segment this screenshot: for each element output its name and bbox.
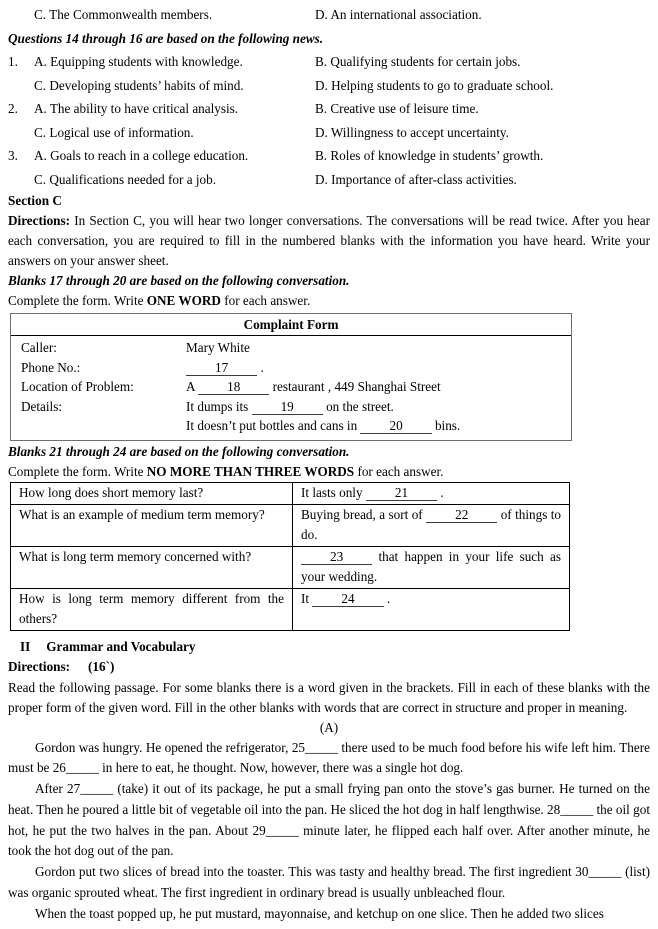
memory-qa-table xyxy=(10,482,570,631)
value-text: restaurant , 449 Shanghai Street xyxy=(269,379,441,394)
option-b: B. Roles of knowledge in students’ growth. xyxy=(315,148,544,163)
option-a: A. Equipping students with knowledge. xyxy=(34,54,243,69)
table-row xyxy=(11,546,570,588)
form-row-details xyxy=(11,397,571,417)
option-d: D. Helping students to go to graduate school. xyxy=(315,77,554,93)
field-value xyxy=(186,377,571,397)
option-number-spacer xyxy=(8,168,34,192)
prev-question-options-row xyxy=(8,3,650,27)
blanks-21-24-heading: Blanks 21 through 24 are based on the following conversation. xyxy=(8,443,350,459)
value-text: on the street. xyxy=(322,398,394,414)
passage-paragraph: When the toast popped up, he put mustard, mayonnaise, and ketchup on one slice. Then he added two slices xyxy=(35,905,604,921)
value-text: It dumps its xyxy=(186,398,252,414)
section-c-title: Section C xyxy=(8,193,62,208)
answer-text: Buying bread, a sort of xyxy=(301,506,427,522)
option-b: B. Qualifying students for certain jobs. xyxy=(315,54,521,69)
question-row xyxy=(8,97,650,121)
question-cell: How is long term memory different from the others? xyxy=(11,588,293,630)
answer-cell xyxy=(293,588,570,630)
value-text: . xyxy=(257,359,264,375)
passage-paragraph: After 27_____ (take) it out of its package, he put a small frying pan onto the stove’s gas burner. He turned on the heat. Then he poured a little bit of vegetable oil into the pan. He sliced the hot dog in half lengthwise. 28_____ the oil got hot, he put the two halves in the pan. About 29_____ minute later, he flipped each half over. After another minute, he took the hot dog out of the pan. xyxy=(8,781,650,859)
question-number: 3. xyxy=(8,148,18,163)
question-number: 2. xyxy=(8,101,18,116)
question-row xyxy=(8,121,650,145)
news-questions-heading: Questions 14 through 16 are based on the following news. xyxy=(8,30,324,46)
field-value xyxy=(186,358,571,378)
passage-paragraph: Gordon was hungry. He opened the refrigerator, 25_____ there used to be much food before his wife left him. There must be 26_____ in here to eat, he thought. Now, however, there was a single hot dog. xyxy=(8,739,650,776)
option-number-spacer xyxy=(8,3,34,27)
section-title-text: Grammar and Vocabulary xyxy=(46,638,196,654)
option-c: C. Developing students’ habits of mind. xyxy=(34,77,244,93)
value-text: It doesn’t put bottles and cans in xyxy=(186,418,361,433)
grammar-intro: Read the following passage. For some blanks there is a word given in the brackets. Fill in each of these blanks with the proper form of the given word. Fill in the other blanks with words that are correct in structure and proper in meaning. xyxy=(8,679,650,715)
instruction-emphasis: ONE WORD xyxy=(146,293,221,308)
blank-18: 18 xyxy=(198,379,269,395)
question-row xyxy=(8,168,650,192)
section-c-directions xyxy=(8,211,650,271)
question-row xyxy=(8,144,650,168)
field-label: Phone No.: xyxy=(21,359,81,375)
blank-22: 22 xyxy=(426,507,497,523)
value-text: bins. xyxy=(431,418,461,433)
directions-label: Directions: xyxy=(8,659,71,674)
complete-form-instruction xyxy=(8,462,650,482)
complaint-form-body xyxy=(11,336,571,440)
field-label: Caller: xyxy=(21,340,57,355)
field-value xyxy=(186,416,571,436)
option-number-spacer xyxy=(8,121,34,145)
answer-text: that happen in your life such as your wedding. xyxy=(301,548,561,584)
blank-17: 17 xyxy=(186,360,257,376)
blank-23: 23 xyxy=(301,549,372,565)
directions-text: In Section C, you will hear two longer conversations. The conversations will be read twice. After you hear each conversation, you are required to fill in the numbered blanks with the information you have heard. Write your answers on your answer sheet. xyxy=(8,213,650,268)
answer-cell xyxy=(293,482,570,504)
grammar-directions-line xyxy=(8,657,650,678)
passage-part-label: (A) xyxy=(319,719,339,735)
option-b: B. Creative use of leisure time. xyxy=(315,101,479,116)
blanks-17-20-heading: Blanks 17 through 20 are based on the following conversation. xyxy=(8,273,350,288)
instruction-emphasis: NO MORE THAN THREE WORDS xyxy=(146,463,355,479)
answer-text: It lasts only xyxy=(301,484,366,500)
question-number: 1. xyxy=(8,54,18,69)
value-text: A xyxy=(186,379,199,394)
complaint-form-title: Complaint Form xyxy=(11,314,571,336)
option-number-spacer xyxy=(8,74,34,98)
question-cell: What is long term memory concerned with? xyxy=(11,546,293,588)
answer-cell xyxy=(293,504,570,546)
question-cell: What is an example of medium term memory? xyxy=(11,504,293,546)
instruction-suffix: for each answer. xyxy=(220,293,311,308)
field-label xyxy=(11,416,186,436)
answer-cell xyxy=(293,546,570,588)
form-row-details-2 xyxy=(11,416,571,436)
complaint-form-table xyxy=(10,313,572,441)
field-label: Details: xyxy=(21,398,63,414)
form-row-phone xyxy=(11,358,571,378)
directions-label: Directions: xyxy=(8,213,71,228)
points-value: (16`) xyxy=(88,659,115,674)
table-row xyxy=(11,504,570,546)
field-value: Mary White xyxy=(186,340,250,355)
option-d: D. Importance of after-class activities. xyxy=(315,171,517,187)
option-a: A. Goals to reach in a college education. xyxy=(34,148,249,163)
question-cell: How long does short memory last? xyxy=(11,482,293,504)
section-roman-numeral: II xyxy=(20,638,31,654)
blank-20: 20 xyxy=(360,418,431,434)
table-row xyxy=(11,588,570,630)
field-label: Location of Problem: xyxy=(21,379,134,394)
field-value xyxy=(186,397,571,417)
instruction-suffix: for each answer. xyxy=(354,463,444,479)
form-row-location xyxy=(11,377,571,397)
option-c: C. Qualifications needed for a job. xyxy=(34,171,217,187)
blank-24: 24 xyxy=(312,591,383,607)
option-c: C. Logical use of information. xyxy=(34,124,194,140)
form-row-caller xyxy=(11,338,571,358)
grammar-section-title xyxy=(20,637,650,658)
answer-text: of things to do. xyxy=(301,506,561,542)
instruction-prefix: Complete the form. Write xyxy=(8,293,147,308)
complete-form-instruction xyxy=(8,291,650,311)
instruction-prefix: Complete the form. Write xyxy=(8,463,147,479)
blank-21: 21 xyxy=(366,485,437,501)
answer-text: It xyxy=(301,590,313,606)
prev-option-c: C. The Commonwealth members. xyxy=(34,7,213,22)
answer-text: . xyxy=(437,484,444,500)
prev-option-d: D. An international association. xyxy=(315,7,482,22)
question-row xyxy=(8,74,650,98)
answer-text: . xyxy=(383,590,391,606)
blank-19: 19 xyxy=(252,399,323,415)
option-d: D. Willingness to accept uncertainty. xyxy=(315,124,509,140)
option-a: A. The ability to have critical analysis. xyxy=(34,101,239,116)
table-row xyxy=(11,482,570,504)
question-row xyxy=(8,50,650,74)
passage-paragraph: Gordon put two slices of bread into the toaster. This was tasty and healthy bread. The first ingredient 30_____ (list) was organic sprouted wheat. The first ingredient in ordinary bread is usually unbleached flour. xyxy=(8,864,650,901)
